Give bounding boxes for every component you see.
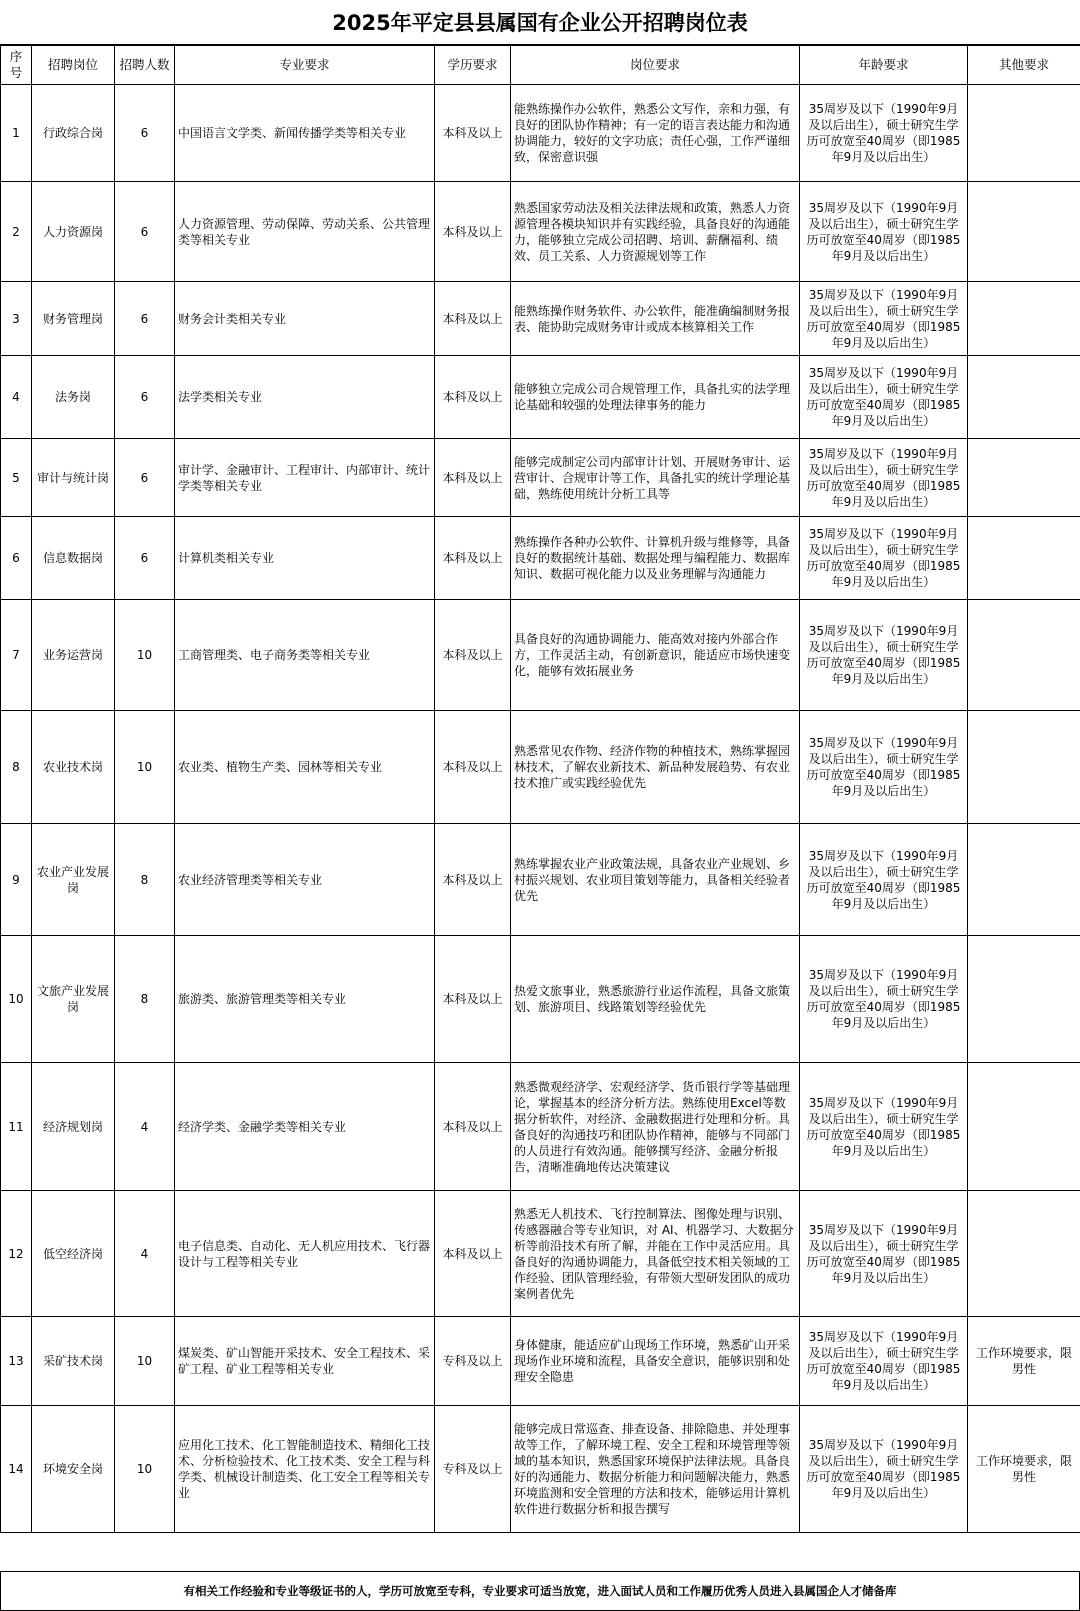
cell-no: 13 [1, 1317, 32, 1406]
cell-other [968, 282, 1080, 356]
cell-age: 35周岁及以下（1990年9月及以后出生），硕士研究生学历可放宽至40周岁（即1985年9月及以后出生） [800, 1317, 968, 1406]
cell-education: 本科及以上 [435, 182, 511, 282]
cell-no: 3 [1, 282, 32, 356]
cell-no: 8 [1, 711, 32, 824]
cell-other [968, 85, 1080, 182]
cell-duties: 能熟练操作财务软件、办公软件，能准确编制财务报表、能协助完成财务审计或成本核算相关工作 [511, 282, 800, 356]
table-row [1, 600, 1080, 711]
cell-no: 6 [1, 517, 32, 600]
cell-position: 财务管理岗 [32, 282, 115, 356]
header-row [1, 46, 1080, 85]
cell-position: 农业产业发展岗 [32, 824, 115, 936]
cell-position: 农业技术岗 [32, 711, 115, 824]
cell-count: 10 [115, 1317, 175, 1406]
cell-duties: 熟悉国家劳动法及相关法律法规和政策，熟悉人力资源管理各模块知识并有实践经验，具备良好的沟通能力，能够独立完成公司招聘、培训、薪酬福利、绩效、员工关系、人力资源规划等工作 [511, 182, 800, 282]
cell-no: 2 [1, 182, 32, 282]
positions-table [0, 45, 1080, 1533]
cell-other [968, 356, 1080, 439]
cell-count: 6 [115, 85, 175, 182]
cell-age: 35周岁及以下（1990年9月及以后出生），硕士研究生学历可放宽至40周岁（即1985年9月及以后出生） [800, 600, 968, 711]
cell-count: 8 [115, 936, 175, 1063]
cell-age: 35周岁及以下（1990年9月及以后出生），硕士研究生学历可放宽至40周岁（即1985年9月及以后出生） [800, 711, 968, 824]
cell-no: 11 [1, 1063, 32, 1191]
cell-duties: 熟练掌握农业产业政策法规，具备农业产业规划、乡村振兴规划、农业项目策划等能力，具备相关经验者优先 [511, 824, 800, 936]
cell-education: 专科及以上 [435, 1406, 511, 1533]
table-row [1, 824, 1080, 936]
cell-education: 本科及以上 [435, 439, 511, 517]
cell-other [968, 711, 1080, 824]
cell-major: 旅游类、旅游管理类等相关专业 [175, 936, 435, 1063]
cell-no: 12 [1, 1191, 32, 1317]
cell-duties: 具备良好的沟通协调能力、能高效对接内外部合作方，工作灵活主动，有创新意识，能适应市场快速变化，能够有效拓展业务 [511, 600, 800, 711]
header-no: 序号 [1, 46, 32, 85]
cell-age: 35周岁及以下（1990年9月及以后出生），硕士研究生学历可放宽至40周岁（即1985年9月及以后出生） [800, 1191, 968, 1317]
cell-other [968, 517, 1080, 600]
cell-major: 电子信息类、自动化、无人机应用技术、飞行器设计与工程等相关专业 [175, 1191, 435, 1317]
cell-count: 6 [115, 182, 175, 282]
cell-other [968, 1063, 1080, 1191]
cell-education: 本科及以上 [435, 936, 511, 1063]
cell-major: 财务会计类相关专业 [175, 282, 435, 356]
cell-duties: 能够完成日常巡查、排查设备、排除隐患、并处理事故等工作，了解环境工程、安全工程和环境管理等领域的基本知识，熟悉国家环境保护法律法规。具备良好的沟通能力、数据分析能力和问题解决能力，熟悉环境监测和安全管理的方法和技术，能够运用计算机软件进行数据分析和报告撰写 [511, 1406, 800, 1533]
cell-education: 本科及以上 [435, 1063, 511, 1191]
cell-duties: 熟悉微观经济学、宏观经济学、货币银行学等基础理论，掌握基本的经济分析方法。熟练使用Excel等数据分析软件，对经济、金融数据进行处理和分析。具备良好的沟通技巧和团队协作精神，能够与不同部门的人员进行有效沟通。能够撰写经济、金融分析报告，清晰准确地传达决策建议 [511, 1063, 800, 1191]
cell-other [968, 824, 1080, 936]
cell-other [968, 182, 1080, 282]
table-row [1, 1063, 1080, 1191]
header-education: 学历要求 [435, 46, 511, 85]
cell-other [968, 936, 1080, 1063]
cell-no: 7 [1, 600, 32, 711]
cell-major: 应用化工技术、化工智能制造技术、精细化工技术、分析检验技术、化工技术类、安全工程与科学类、机械设计制造类、化工安全工程等相关专业 [175, 1406, 435, 1533]
cell-age: 35周岁及以下（1990年9月及以后出生），硕士研究生学历可放宽至40周岁（即1985年9月及以后出生） [800, 824, 968, 936]
cell-other [968, 1191, 1080, 1317]
page-title: 2025年平定县县属国有企业公开招聘岗位表 [0, 0, 1080, 45]
cell-position: 法务岗 [32, 356, 115, 439]
table-row [1, 936, 1080, 1063]
footer-note: 有相关工作经验和专业等级证书的人，学历可放宽至专科，专业要求可适当放宽，进入面试人员和工作履历优秀人员进入县属国企人才储备库 [0, 1571, 1080, 1611]
cell-duties: 能够完成制定公司内部审计计划、开展财务审计、运营审计、合规审计等工作，具备扎实的统计学理论基础，熟练使用统计分析工具等 [511, 439, 800, 517]
cell-count: 4 [115, 1063, 175, 1191]
cell-position: 经济规划岗 [32, 1063, 115, 1191]
cell-count: 8 [115, 824, 175, 936]
cell-position: 审计与统计岗 [32, 439, 115, 517]
cell-count: 10 [115, 1406, 175, 1533]
cell-education: 本科及以上 [435, 517, 511, 600]
cell-age: 35周岁及以下（1990年9月及以后出生），硕士研究生学历可放宽至40周岁（即1985年9月及以后出生） [800, 356, 968, 439]
cell-count: 6 [115, 356, 175, 439]
header-other: 其他要求 [968, 46, 1080, 85]
cell-education: 本科及以上 [435, 282, 511, 356]
cell-education: 本科及以上 [435, 85, 511, 182]
cell-no: 1 [1, 85, 32, 182]
table-row [1, 182, 1080, 282]
cell-position: 行政综合岗 [32, 85, 115, 182]
table-row [1, 1191, 1080, 1317]
table-row [1, 1406, 1080, 1533]
cell-position: 信息数据岗 [32, 517, 115, 600]
cell-other [968, 439, 1080, 517]
cell-position: 业务运营岗 [32, 600, 115, 711]
cell-position: 采矿技术岗 [32, 1317, 115, 1406]
cell-duties: 热爱文旅事业，熟悉旅游行业运作流程，具备文旅策划、旅游项目、线路策划等经验优先 [511, 936, 800, 1063]
cell-major: 审计学、金融审计、工程审计、内部审计、统计学类等相关专业 [175, 439, 435, 517]
cell-no: 4 [1, 356, 32, 439]
cell-position: 文旅产业发展岗 [32, 936, 115, 1063]
cell-education: 本科及以上 [435, 824, 511, 936]
table-row [1, 1317, 1080, 1406]
cell-no: 5 [1, 439, 32, 517]
cell-major: 中国语言文学类、新闻传播学类等相关专业 [175, 85, 435, 182]
cell-no: 10 [1, 936, 32, 1063]
cell-no: 14 [1, 1406, 32, 1533]
cell-major: 经济学类、金融学类等相关专业 [175, 1063, 435, 1191]
cell-major: 工商管理类、电子商务类等相关专业 [175, 600, 435, 711]
cell-duties: 熟悉无人机技术、飞行控制算法、图像处理与识别、传感器融合等专业知识，对 AI、机器学习、大数据分析等前沿技术有所了解，并能在工作中灵活应用。具备良好的沟通协调能力，具备低空技术相关领域的工作经验、团队管理经验，有带领大型研发团队的成功案例者优先 [511, 1191, 800, 1317]
cell-position: 人力资源岗 [32, 182, 115, 282]
header-count: 招聘人数 [115, 46, 175, 85]
cell-count: 4 [115, 1191, 175, 1317]
cell-age: 35周岁及以下（1990年9月及以后出生），硕士研究生学历可放宽至40周岁（即1985年9月及以后出生） [800, 936, 968, 1063]
cell-position: 环境安全岗 [32, 1406, 115, 1533]
cell-major: 人力资源管理、劳动保障、劳动关系、公共管理类等相关专业 [175, 182, 435, 282]
cell-position: 低空经济岗 [32, 1191, 115, 1317]
table-row [1, 282, 1080, 356]
cell-age: 35周岁及以下（1990年9月及以后出生），硕士研究生学历可放宽至40周岁（即1985年9月及以后出生） [800, 1406, 968, 1533]
cell-age: 35周岁及以下（1990年9月及以后出生），硕士研究生学历可放宽至40周岁（即1985年9月及以后出生） [800, 439, 968, 517]
cell-education: 本科及以上 [435, 711, 511, 824]
cell-education: 本科及以上 [435, 1191, 511, 1317]
header-major: 专业要求 [175, 46, 435, 85]
cell-duties: 能够独立完成公司合规管理工作，具备扎实的法学理论基础和较强的处理法律事务的能力 [511, 356, 800, 439]
cell-other: 工作环境要求，限男性 [968, 1317, 1080, 1406]
cell-major: 法学类相关专业 [175, 356, 435, 439]
cell-education: 专科及以上 [435, 1317, 511, 1406]
table-row [1, 711, 1080, 824]
table-body [1, 85, 1080, 1533]
cell-duties: 熟悉常见农作物、经济作物的种植技术，熟练掌握园林技术，了解农业新技术、新品种发展趋势、有农业技术推广或实践经验优先 [511, 711, 800, 824]
cell-age: 35周岁及以下（1990年9月及以后出生），硕士研究生学历可放宽至40周岁（即1985年9月及以后出生） [800, 282, 968, 356]
cell-major: 农业类、植物生产类、园林等相关专业 [175, 711, 435, 824]
cell-age: 35周岁及以下（1990年9月及以后出生），硕士研究生学历可放宽至40周岁（即1985年9月及以后出生） [800, 182, 968, 282]
cell-major: 煤炭类、矿山智能开采技术、安全工程技术、采矿工程、矿业工程等相关专业 [175, 1317, 435, 1406]
header-age: 年龄要求 [800, 46, 968, 85]
table-row [1, 439, 1080, 517]
cell-no: 9 [1, 824, 32, 936]
cell-count: 6 [115, 282, 175, 356]
header-position: 招聘岗位 [32, 46, 115, 85]
cell-count: 10 [115, 600, 175, 711]
table-row [1, 517, 1080, 600]
cell-major: 计算机类相关专业 [175, 517, 435, 600]
cell-education: 本科及以上 [435, 356, 511, 439]
cell-age: 35周岁及以下（1990年9月及以后出生），硕士研究生学历可放宽至40周岁（即1985年9月及以后出生） [800, 1063, 968, 1191]
cell-education: 本科及以上 [435, 600, 511, 711]
cell-major: 农业经济管理类等相关专业 [175, 824, 435, 936]
cell-duties: 身体健康，能适应矿山现场工作环境，熟悉矿山开采现场作业环境和流程，具备安全意识，能够识别和处理安全隐患 [511, 1317, 800, 1406]
cell-age: 35周岁及以下（1990年9月及以后出生），硕士研究生学历可放宽至40周岁（即1985年9月及以后出生） [800, 517, 968, 600]
cell-duties: 熟练操作各种办公软件、计算机升级与维修等，具备良好的数据统计基础、数据处理与编程能力、数据库知识、数据可视化能力以及业务理解与沟通能力 [511, 517, 800, 600]
cell-duties: 能熟练操作办公软件，熟悉公文写作，亲和力强，有良好的团队协作精神；有一定的语言表达能力和沟通协调能力，较好的文字功底；责任心强，工作严谨细致，保密意识强 [511, 85, 800, 182]
cell-age: 35周岁及以下（1990年9月及以后出生），硕士研究生学历可放宽至40周岁（即1985年9月及以后出生） [800, 85, 968, 182]
cell-other: 工作环境要求，限男性 [968, 1406, 1080, 1533]
cell-count: 6 [115, 439, 175, 517]
header-duties: 岗位要求 [511, 46, 800, 85]
table-row [1, 85, 1080, 182]
cell-other [968, 600, 1080, 711]
table-row [1, 356, 1080, 439]
cell-count: 10 [115, 711, 175, 824]
cell-count: 6 [115, 517, 175, 600]
